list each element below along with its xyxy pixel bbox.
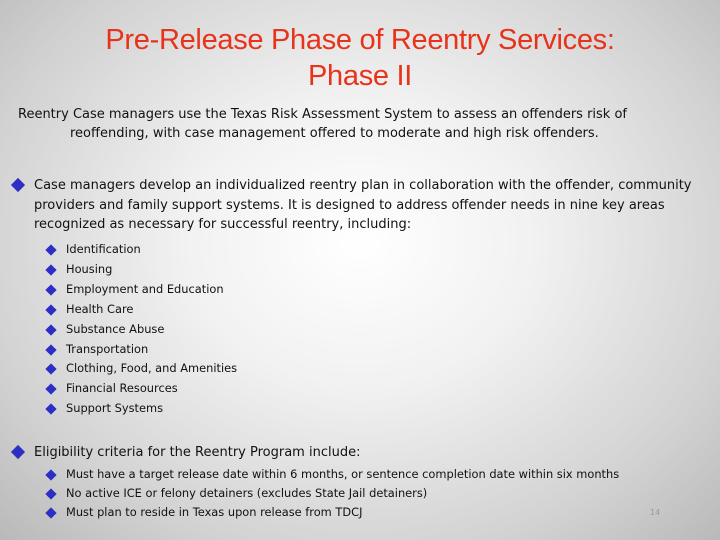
diamond-bullet-icon (45, 324, 56, 335)
eligibility-list (46, 465, 686, 523)
bullet-text: Case managers develop an individualized reentry plan in collaboration with the offender, community providers and family support systems. It is designed to address offender needs in nine key areas recognized as necessary for successful reentry, including: (34, 178, 692, 232)
bullet-eligibility (13, 443, 703, 463)
diamond-bullet-icon (45, 384, 56, 395)
list-item: No active ICE or felony detainers (excludes State Jail detainers) (46, 484, 686, 503)
bullet-text: Eligibility criteria for the Reentry Program include: (34, 445, 361, 460)
page-number: 14 (650, 508, 661, 517)
diamond-bullet-icon (45, 344, 56, 355)
list-item: Housing (46, 260, 686, 280)
diamond-bullet-icon (45, 364, 56, 375)
diamond-bullet-icon (45, 244, 56, 255)
list-item: Identification (46, 240, 686, 260)
list-item: Must have a target release date within 6 months, or sentence completion date within six months (46, 465, 686, 484)
diamond-bullet-icon (45, 264, 56, 275)
list-item: Support Systems (46, 399, 686, 419)
diamond-bullet-icon (45, 469, 56, 480)
intro-line1: Reentry Case managers use the Texas Risk Assessment System to assess an offenders risk of (18, 107, 627, 122)
diamond-bullet-icon (45, 489, 56, 500)
slide-title-line1: Pre-Release Phase of Reentry Services: (105, 24, 615, 56)
intro-line2: reoffending, with case management offered to moderate and high risk offenders. (70, 126, 599, 141)
diamond-bullet-icon (45, 404, 56, 415)
list-item: Must plan to reside in Texas upon release from TDCJ (46, 503, 686, 522)
list-item: Employment and Education (46, 280, 686, 300)
list-item: Transportation (46, 340, 686, 360)
diamond-bullet-icon (45, 304, 56, 315)
key-areas-list (46, 240, 686, 419)
slide-title (0, 22, 720, 94)
slide-title-line2: Phase II (308, 60, 412, 92)
intro-paragraph (18, 105, 708, 143)
diamond-bullet-icon (45, 508, 56, 519)
list-item: Clothing, Food, and Amenities (46, 359, 686, 379)
list-item: Substance Abuse (46, 320, 686, 340)
bullet-reentry-plan (13, 176, 703, 235)
diamond-bullet-icon (45, 284, 56, 295)
list-item: Health Care (46, 300, 686, 320)
list-item: Financial Resources (46, 379, 686, 399)
